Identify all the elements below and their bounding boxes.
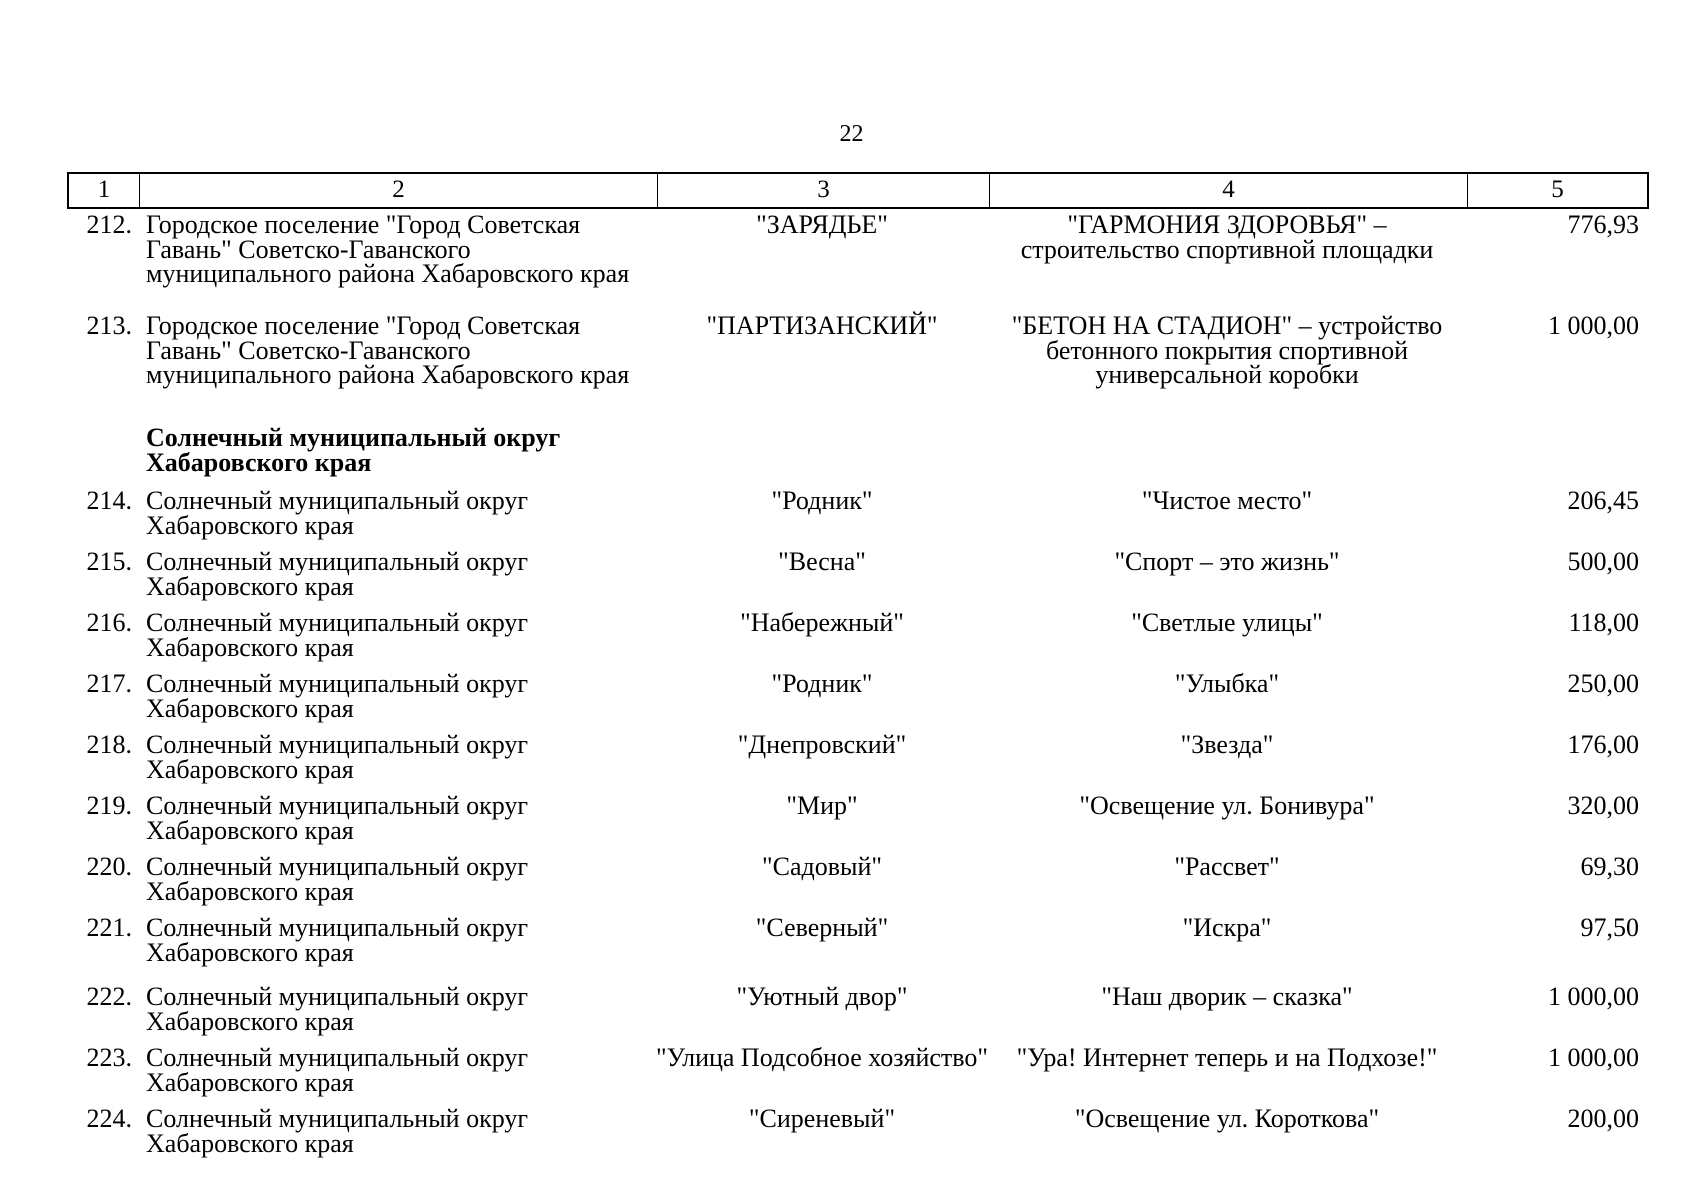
tos-name: "Родник" [771, 486, 873, 515]
project-description: "Освещение ул. Короткова" [1074, 1104, 1380, 1133]
table-row [67, 913, 1649, 985]
row-number: 217. [86, 669, 132, 698]
table-row [67, 1043, 1649, 1107]
municipality-name: Солнечный муниципальный округ Хабаровского края [146, 486, 529, 540]
tos-name: "Мир" [786, 791, 858, 820]
project-description: "Светлые улицы" [1131, 608, 1323, 637]
section-heading-spacer [67, 426, 138, 489]
column-header-1: 1 [69, 174, 140, 207]
table-row [67, 486, 1649, 550]
project-description: "БЕТОН НА СТАДИОН" – устройство бетонного покрытия спортивной универсальной коробки [1011, 311, 1443, 389]
table-row [67, 730, 1649, 794]
row-number: 216. [86, 608, 132, 637]
tos-name: "Северный" [755, 913, 889, 942]
row-number: 213. [86, 311, 132, 340]
tos-name: "Набережный" [740, 608, 904, 637]
row-number: 220. [86, 852, 132, 881]
row-number: 215. [86, 547, 132, 576]
amount: 250,00 [1567, 669, 1639, 698]
project-description: "Наш дворик – сказка" [1101, 982, 1353, 1011]
row-number: 222. [86, 982, 132, 1011]
project-description: "Спорт – это жизнь" [1114, 547, 1340, 576]
amount: 776,93 [1567, 210, 1639, 239]
table-row [67, 852, 1649, 916]
section-heading: Солнечный муниципальный округ Хабаровского края [146, 423, 561, 477]
column-header-2: 2 [140, 174, 658, 207]
amount: 200,00 [1567, 1104, 1639, 1133]
row-number: 224. [86, 1104, 132, 1133]
tos-name: "Уютный двор" [736, 982, 908, 1011]
row-number: 214. [86, 486, 132, 515]
municipality-name: Солнечный муниципальный округ Хабаровского края [146, 852, 529, 906]
tos-name: "Днепровский" [737, 730, 907, 759]
row-number: 219. [86, 791, 132, 820]
column-header-4: 4 [990, 174, 1468, 207]
table-header [67, 172, 1649, 209]
municipality-name: Городское поселение "Город Советская Гавань" Советско-Гаванского муниципального района Хабаровского края [146, 210, 630, 288]
municipality-name: Солнечный муниципальный округ Хабаровского края [146, 791, 529, 845]
tos-name: "Весна" [778, 547, 866, 576]
column-header-5: 5 [1551, 176, 1564, 203]
amount: 1 000,00 [1548, 1043, 1639, 1072]
project-description: "Освещение ул. Бонивура" [1079, 791, 1375, 820]
municipality-name: Солнечный муниципальный округ Хабаровского края [146, 1104, 529, 1158]
table-row [67, 311, 1649, 426]
municipality-name: Солнечный муниципальный округ Хабаровского края [146, 608, 529, 662]
tos-name: "Родник" [771, 669, 873, 698]
project-description: "Чистое место" [1141, 486, 1313, 515]
project-description: "Рассвет" [1174, 852, 1280, 881]
table-row [67, 1104, 1649, 1168]
municipality-name: Солнечный муниципальный округ Хабаровского края [146, 982, 529, 1036]
project-description: "Ура! Интернет теперь и на Подхозе!" [1016, 1043, 1438, 1072]
section-heading-row [67, 423, 1649, 489]
amount: 69,30 [1580, 852, 1639, 881]
project-description: "Звезда" [1180, 730, 1274, 759]
tos-name: "Сиреневый" [748, 1104, 896, 1133]
municipality-name: Солнечный муниципальный округ Хабаровского края [146, 547, 529, 601]
table-row [67, 608, 1649, 672]
page-number: 22 [839, 121, 864, 147]
tos-name: "Улица Подсобное хозяйство" [656, 1043, 988, 1072]
row-number: 218. [86, 730, 132, 759]
municipality-name: Городское поселение "Город Советская Гавань" Советско-Гаванского муниципального района Хабаровского края [146, 311, 630, 389]
table-row [67, 210, 1649, 314]
tos-name: "ЗАРЯДЬЕ" [756, 210, 888, 239]
table-row [67, 547, 1649, 611]
amount: 176,00 [1567, 730, 1639, 759]
municipality-name: Солнечный муниципальный округ Хабаровского края [146, 1043, 529, 1097]
tos-name: "Садовый" [762, 852, 882, 881]
table-row [67, 669, 1649, 733]
row-number: 221. [86, 913, 132, 942]
project-description: "ГАРМОНИЯ ЗДОРОВЬЯ" – строительство спортивной площадки [1020, 210, 1434, 264]
amount: 206,45 [1567, 486, 1639, 515]
table-row [67, 791, 1649, 855]
amount: 1 000,00 [1548, 311, 1639, 340]
row-number: 223. [86, 1043, 132, 1072]
amount: 500,00 [1567, 547, 1639, 576]
tos-name: "ПАРТИЗАНСКИЙ" [706, 311, 938, 340]
project-description: "Улыбка" [1174, 669, 1280, 698]
column-header-3: 3 [658, 174, 990, 207]
amount: 1 000,00 [1548, 982, 1639, 1011]
amount: 320,00 [1567, 791, 1639, 820]
table-row [67, 982, 1649, 1046]
municipality-name: Солнечный муниципальный округ Хабаровского края [146, 913, 529, 967]
row-number: 212. [86, 210, 132, 239]
amount: 97,50 [1580, 913, 1639, 942]
table-body [67, 210, 1649, 1168]
municipality-name: Солнечный муниципальный округ Хабаровского края [146, 730, 529, 784]
project-description: "Искра" [1182, 913, 1272, 942]
amount: 118,00 [1568, 608, 1639, 637]
municipality-name: Солнечный муниципальный округ Хабаровского края [146, 669, 529, 723]
